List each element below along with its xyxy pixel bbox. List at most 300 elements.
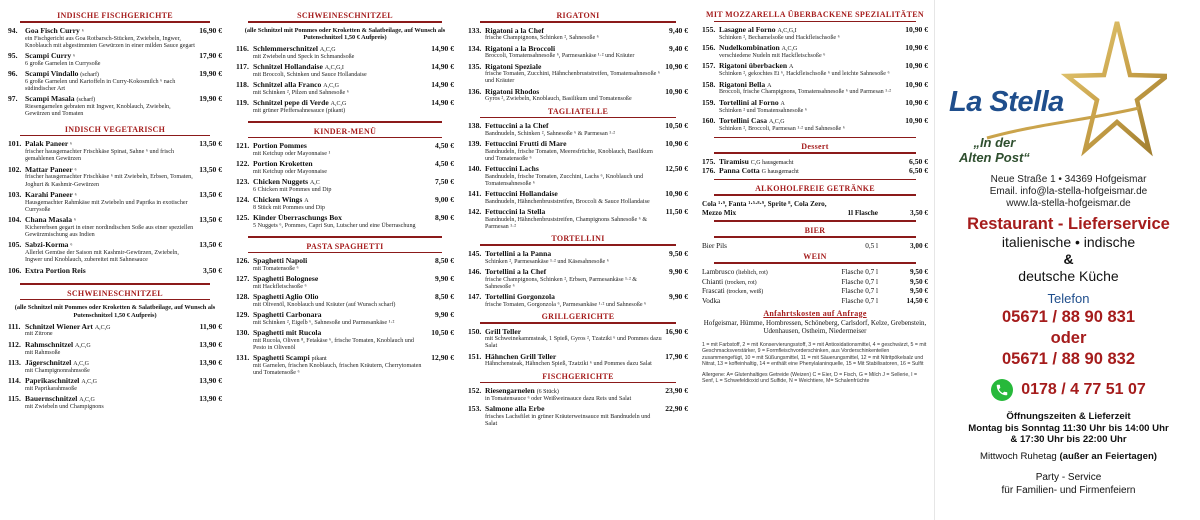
- item-price: 12,90 €: [431, 353, 454, 363]
- section-divider: [248, 121, 442, 123]
- item-tag: A: [780, 100, 785, 107]
- item-name: Portion Pommes: [253, 142, 307, 151]
- wine-name: Lambrusco (lieblich, rot): [702, 267, 768, 276]
- item-description: Schinken ², gekochtes Ei ⁶, Hackfleischsoße ⁶ und leichte Sahnesoße ⁶: [719, 71, 890, 78]
- item-name: Kinder Überraschungs Box: [253, 214, 342, 223]
- item-tag: A,C,G: [79, 396, 95, 403]
- item-number: 123.: [236, 177, 250, 187]
- item-description: Gyros ², Zwiebeln, Knoblauch, Basilikum und Tomatensoße: [485, 96, 632, 103]
- item-name: Salmone alla Erbe: [485, 405, 545, 414]
- item-price: 13,50 €: [199, 189, 222, 199]
- section-divider: [714, 194, 916, 196]
- item-number: 157.: [702, 61, 716, 71]
- item-tag: A,C,G: [768, 118, 785, 125]
- wine-quantity: Flasche 0,7 l: [841, 277, 878, 286]
- closing-day-note: (außer an Feiertagen): [1059, 450, 1157, 462]
- menu-item: [236, 178, 454, 187]
- menu-item: [702, 117, 928, 126]
- section-divider: [714, 152, 916, 154]
- section-divider: [248, 252, 442, 254]
- wine-price: 14,50 €: [906, 297, 928, 306]
- item-description: mit Schweinekammsteak, 1 Spieß, Gyros ², Tzatziki ⁶ und Pommes dazu Salat: [485, 336, 662, 350]
- wine-quantity: Flasche 0,7 l: [841, 267, 878, 276]
- section-divider: [480, 117, 676, 119]
- section-title: GRILLGERICHTE: [541, 311, 615, 321]
- section-title: Anfahrtskosten auf Anfrage: [763, 308, 867, 318]
- item-description: Schinken ², Broccoli, Parmesan ¹·² und Sahnesoße ⁶: [719, 125, 845, 132]
- menu-item: [468, 140, 688, 149]
- item-name: Fettuccini a la Chef: [485, 122, 549, 131]
- item-price: 10,90 €: [905, 115, 928, 125]
- item-list: [468, 27, 688, 104]
- section-title: PASTA SPAGHETTI: [306, 241, 384, 251]
- item-price: 13,50 €: [199, 240, 222, 250]
- wine-price: 9,50 €: [910, 277, 928, 286]
- item-price: 4,50 €: [435, 141, 454, 151]
- item-number: 141.: [468, 189, 482, 199]
- item-list: [236, 257, 454, 377]
- menu-item: [702, 158, 928, 167]
- item-description: Bandnudeln, frische Tomaten, Meeresfrüchte, Knoblauch, Basilikum und Tomatensoße ⁶: [485, 148, 653, 162]
- menu-item: [468, 250, 688, 259]
- item-description: Schinken ², Parmesankäse ¹·² und Käsesahnesoße ⁶: [485, 258, 609, 265]
- menu-item: [236, 257, 454, 266]
- item-name: Fettuccini Frutti di Mare: [485, 140, 567, 149]
- menu-item: [468, 122, 688, 131]
- menu-item: [236, 63, 454, 72]
- item-description: mit Broccoli, Schinken und Sauce Hollandaise: [253, 71, 367, 78]
- item-tag: ⁶: [81, 28, 84, 35]
- item-description: frischer hausgemachter Frischkäse Spinat, Sahne ⁶ und frisch gemahlenen Gewürzen: [25, 149, 175, 163]
- item-spacer: [8, 275, 222, 277]
- item-price: 12,50 €: [665, 164, 688, 174]
- item-price: 13,50 €: [199, 215, 222, 225]
- item-note: hausgemacht: [760, 159, 794, 166]
- section-divider: [480, 21, 676, 23]
- item-number: 105.: [8, 240, 22, 250]
- item-price: 4,50 €: [435, 159, 454, 169]
- hours-line: & 17:30 Uhr bis 22:00 Uhr: [1010, 434, 1127, 446]
- item-list: [468, 122, 688, 231]
- item-tag: A,C,G,I: [777, 28, 797, 35]
- item-name: Tortellini a la Chef: [485, 267, 547, 276]
- item-price: 13,90 €: [199, 393, 222, 403]
- section-divider: [714, 21, 916, 23]
- item-price: 16,90 €: [199, 25, 222, 35]
- item-price: 6,50 €: [909, 165, 928, 175]
- item-description: Bandnudeln, Hähnchenbruststreifen, Broccoli & Sauce Hollandaise: [485, 199, 650, 205]
- item-number: 97.: [8, 94, 18, 104]
- item-tag: A: [304, 198, 309, 205]
- item-description: mit Rucola, Oliven ⁸, Fetakäse ⁶, frische Tomaten, Knoblauch und Pesto in Olivenöl: [253, 337, 414, 351]
- item-price: 13,90 €: [199, 339, 222, 349]
- item-description: Hausgemachter Rahmkäse mit Zwiebeln und Paprika in exotischer Currysoße: [25, 199, 188, 213]
- email[interactable]: Email. info@la-stella-hofgeismar.de: [989, 186, 1148, 197]
- item-number: 130.: [236, 327, 250, 337]
- menu-item: [8, 140, 222, 149]
- item-description: mit Zitrone: [25, 331, 53, 338]
- item-description: Bandnudeln, frische Tomaten, Zucchini, Lachs ⁶, Knoblauch und Tomatensahnesoße ⁶: [485, 173, 644, 188]
- item-price: 11,50 €: [665, 207, 688, 217]
- item-name: Spaghetti Carbonara: [253, 311, 322, 320]
- item-number: 176.: [702, 165, 716, 175]
- item-name: Grill Teller: [485, 327, 522, 336]
- item-number: 112.: [8, 339, 21, 349]
- item-number: 121.: [236, 141, 250, 151]
- drink-row: [702, 209, 928, 217]
- item-price: 10,90 €: [905, 97, 928, 107]
- item-tag: pikant: [311, 356, 327, 363]
- drink-row: [702, 242, 928, 250]
- party-line: für Familien- und Firmenfeiern: [1001, 484, 1136, 496]
- item-list: [8, 323, 222, 411]
- menu-column-2: [228, 0, 460, 520]
- section-title: FISCHGERICHTE: [542, 371, 614, 381]
- item-note: hausgemacht: [765, 168, 799, 175]
- item-number: 147.: [468, 291, 482, 301]
- item-list: [702, 158, 928, 176]
- item-tag: A,C,G: [81, 378, 97, 385]
- address: Neue Straße 1 • 34369 Hofgeismar: [990, 174, 1147, 185]
- section-divider: [20, 21, 210, 23]
- slogan-line: Alten Post“: [959, 149, 1030, 165]
- item-number: 102.: [8, 164, 22, 174]
- item-price: 9,90 €: [435, 274, 454, 284]
- item-name: Karahi Paneer ⁶: [25, 190, 77, 199]
- item-price: 17,90 €: [199, 50, 222, 60]
- item-tag: ⁶: [73, 218, 77, 225]
- wine-price: 9,50 €: [910, 267, 928, 276]
- phone-label: Telefon: [1047, 291, 1090, 307]
- wine-note: (trocken, weiß): [726, 289, 764, 296]
- item-description: Bandnudeln, Hähnchenbruststreifen, Champignons Sahnesoße ⁶ & Parmesan ¹·²: [485, 216, 648, 231]
- item-description: Hähnchensteak, Hähnchen Spieß, Tzatziki ⁶ und Pommes dazu Salat: [485, 361, 652, 368]
- menu-item: [236, 196, 454, 205]
- item-price: 10,90 €: [905, 25, 928, 35]
- item-list: [468, 387, 688, 428]
- item-price: 3,50 €: [203, 265, 222, 275]
- item-name: Goa Fisch Curry ⁶: [25, 26, 84, 35]
- item-tag: A,C,G: [319, 46, 336, 53]
- item-name: Chicken Nuggets A,C: [253, 178, 320, 187]
- section-title: INDISCHE FISCHGERICHTE: [57, 11, 173, 20]
- opening-hours: [943, 411, 1194, 462]
- whatsapp-number[interactable]: 0178 / 4 77 51 07: [1021, 380, 1146, 398]
- wine-note: (lieblich, rot): [736, 269, 768, 276]
- item-number: 150.: [468, 326, 482, 336]
- section-divider: [480, 382, 676, 384]
- item-number: 115.: [8, 393, 21, 403]
- menu-column-3: [460, 0, 694, 520]
- item-price: 19,90 €: [199, 94, 222, 104]
- item-name: Scampi Curry ⁶: [25, 51, 76, 60]
- item-description: frisches Lachsfilet in grüner Kräuterweinsauce mit Bandnudeln und Salat: [485, 414, 651, 428]
- item-number: 103.: [8, 189, 22, 199]
- menu-item: [236, 293, 454, 302]
- item-name: Sabzi-Korma ⁶: [25, 241, 73, 250]
- party-service: [943, 472, 1194, 497]
- menu-item: [468, 88, 688, 97]
- logo-text: La Stella: [949, 86, 1064, 118]
- item-number: 117.: [236, 61, 249, 71]
- section-divider: [714, 236, 916, 238]
- item-name: Spaghetti Bolognese: [253, 275, 319, 284]
- menu-item: [468, 165, 688, 174]
- drink-quantity: 0,5 l: [865, 241, 878, 250]
- item-description: in Tomatensauce ⁶ oder Weißweinsauce dazu Reis und Salat: [485, 396, 632, 403]
- website[interactable]: www.la-stella-hofgeismar.de: [1006, 198, 1131, 209]
- item-name: Tortellini Casa A,C,G: [719, 116, 785, 125]
- item-name: Lasagne al Forno A,C,G,I: [719, 26, 797, 35]
- item-list: [8, 140, 222, 277]
- item-price: 9,90 €: [435, 310, 454, 320]
- item-number: 159.: [702, 97, 716, 107]
- item-description: mit Olivenöl, Knoblauch und Kräuter (auf Wunsch scharf): [253, 301, 396, 308]
- item-number: 95.: [8, 50, 18, 60]
- item-name: Tortellini Gorgonzola: [485, 292, 555, 301]
- item-number: 118.: [236, 79, 249, 89]
- item-tag: A,C,G: [330, 101, 347, 108]
- party-line: Party - Service: [1035, 472, 1102, 484]
- item-price: 10,50 €: [431, 327, 454, 337]
- cuisine-line: deutsche Küche: [1018, 267, 1119, 284]
- item-description: Broccoli, frische Champignons, Tomatensahnesoße ⁶ und Parmesan ¹·²: [719, 89, 891, 96]
- item-name: Palak Paneer ⁶: [25, 140, 73, 149]
- item-name: Schnitzel pepe di Verde A,C,G: [253, 99, 347, 108]
- item-description: ein Fischgericht aus Goa Rotbarsch-Stücken, Zwiebeln, Ingwer, Knoblauch mit abgestimmten Gewürzen in einer milden Sauce gegart: [25, 35, 195, 49]
- whatsapp-row: [943, 379, 1194, 401]
- menu-item: [8, 267, 222, 276]
- item-price: 14,90 €: [431, 98, 454, 108]
- section-title: TORTELLINI: [551, 234, 605, 244]
- menu-item: [8, 27, 222, 36]
- item-number: 116.: [236, 43, 249, 53]
- phone-number-1[interactable]: 05671 / 88 90 831: [1001, 308, 1136, 327]
- item-number: 96.: [8, 69, 18, 79]
- wine-row: [702, 278, 928, 287]
- item-price: 9,40 €: [669, 25, 688, 35]
- phone-or: oder: [1050, 328, 1087, 347]
- item-price: 17,90 €: [665, 351, 688, 361]
- item-price: 16,90 €: [665, 326, 688, 336]
- item-price: 10,90 €: [665, 189, 688, 199]
- wine-name: Chianti (trocken, rot): [702, 277, 757, 286]
- menu-item: [236, 311, 454, 320]
- item-name: Rigatoni Speziale: [485, 62, 542, 71]
- section-divider: [20, 283, 210, 285]
- item-number: 134.: [468, 43, 482, 53]
- item-tag: A,C,G: [323, 82, 339, 89]
- item-number: 124.: [236, 195, 250, 205]
- item-list: [236, 45, 454, 115]
- item-name: Jägerschnitzel A,C,G: [25, 358, 89, 367]
- item-description: mit Hackfleischsoße ⁶: [253, 283, 307, 290]
- item-name: Chana Masala ⁶: [25, 216, 77, 225]
- drink-quantity: 1l Flasche: [847, 209, 878, 218]
- item-list: [8, 27, 222, 119]
- item-number: 142.: [468, 207, 482, 217]
- item-price: 8,50 €: [435, 256, 454, 266]
- item-number: 122.: [236, 159, 250, 169]
- item-price: 14,90 €: [431, 61, 454, 71]
- item-price: 10,90 €: [905, 61, 928, 71]
- item-number: 139.: [468, 139, 482, 149]
- item-price: 9,50 €: [669, 248, 688, 258]
- menu-item: [8, 216, 222, 225]
- menu-column-4: [694, 0, 934, 520]
- item-description: mit Zwiebeln und Speck in Schmandsoße: [253, 53, 355, 60]
- item-price: 23,90 €: [665, 386, 688, 396]
- menu-item: [8, 70, 222, 79]
- menu-item: [702, 99, 928, 108]
- item-number: 146.: [468, 266, 482, 276]
- section-title: BIER: [804, 225, 826, 235]
- item-tag: (scharf): [80, 72, 99, 79]
- item-tag: C,G: [750, 159, 761, 166]
- item-description: mit Champignonrahmsoße: [25, 367, 90, 374]
- menu-item: [8, 323, 222, 332]
- item-price: 9,00 €: [435, 195, 454, 205]
- item-name: Schnitzel alla Franco A,C,G: [253, 80, 339, 89]
- info-panel: [934, 0, 1200, 520]
- item-number: 111.: [8, 321, 21, 331]
- item-number: 129.: [236, 310, 250, 320]
- item-description: Broccoli, Tomatensahnesoße ⁶, Parmesankäse ¹·² und Kräuter: [485, 53, 635, 60]
- wine-list: [702, 268, 928, 306]
- item-number: 113.: [8, 357, 21, 367]
- menu-item: [8, 241, 222, 250]
- item-name: Portion Kroketten: [253, 160, 313, 169]
- item-description: mit Schinken ², Eigelb ⁶, Sahnesoße und Parmesankäse ¹·²: [253, 319, 395, 326]
- cuisine-line: &: [1063, 250, 1074, 267]
- item-name: Nudelkombination A,C,G: [719, 44, 798, 53]
- item-name: Riesengarnelen (6 Stück): [485, 387, 559, 396]
- menu-item: [8, 341, 222, 350]
- item-price: 7,50 €: [435, 177, 454, 187]
- section-title: INDISCH VEGETARISCH: [64, 124, 166, 134]
- item-price: 8,90 €: [435, 213, 454, 223]
- menu-item: [236, 81, 454, 90]
- menu-item: [8, 52, 222, 61]
- item-description: mit Paprikarahmsoße: [25, 385, 77, 392]
- item-number: 104.: [8, 215, 22, 225]
- section-title: Dessert: [801, 142, 829, 152]
- phone-number-2[interactable]: 05671 / 88 90 832: [1001, 349, 1136, 368]
- item-price: 22,90 €: [665, 404, 688, 414]
- hours-line: Montag bis Sonntag 11:30 Uhr bis 14:00 Uhr: [968, 422, 1169, 434]
- item-number: 126.: [236, 256, 250, 266]
- item-price: 10,50 €: [665, 121, 688, 131]
- section-subtitle: (alle Schnitzel mit Pommes oder Kroketten & Salatbeilage, auf Wunsch als Putenschnitzel 1,50 € Aufpreis): [14, 304, 216, 320]
- drink-name: Mezzo Mix: [702, 209, 737, 218]
- item-tag: A,C,G: [781, 46, 798, 53]
- item-tag: A,C,G: [94, 324, 111, 331]
- item-price: 10,90 €: [905, 43, 928, 53]
- item-description: mit grüner Pfeffersahnesauce (pikant): [253, 107, 346, 114]
- wine-row: [702, 297, 928, 305]
- section-title: RIGATONI: [556, 11, 600, 20]
- menu-item: [702, 26, 928, 35]
- item-number: 128.: [236, 292, 250, 302]
- item-tag: A,C,G: [75, 342, 91, 349]
- slogan-line: „In der: [973, 135, 1016, 150]
- item-tag: A: [789, 64, 794, 71]
- section-divider: [248, 236, 442, 238]
- item-description: 6 große Garnelen und Kartoffeln in Curry-Kokosmilch ⁶ nach südindischer Art: [25, 78, 176, 93]
- item-name: Chicken Wings A: [253, 196, 309, 205]
- wine-quantity: Flasche 0,7 l: [841, 297, 878, 306]
- item-name: Rigatoni Bella A: [719, 80, 772, 89]
- item-price: 10,90 €: [665, 61, 688, 71]
- item-description: mit Garnelen, frischen Knoblauch, frischen Kräutern, Cherrytomaten und Tomatensoße ⁶: [253, 362, 422, 377]
- logo-slogan: [959, 136, 1030, 166]
- item-price: 8,50 €: [435, 292, 454, 302]
- item-number: 106.: [8, 265, 22, 275]
- menu-item: [468, 208, 688, 217]
- item-price: 13,90 €: [199, 357, 222, 367]
- item-name: Spaghetti Aglio Olio: [253, 293, 319, 302]
- item-description: mit Ketchup oder Mayonnaise: [253, 168, 327, 175]
- item-name: Fettuccini Hollandaise: [485, 190, 558, 199]
- item-number: 101.: [8, 139, 22, 149]
- item-description: Kichererbsen gegart in einer nordindischen Soße aus einer speziellen Gewürzmischung aus Indien: [25, 224, 194, 239]
- section-divider: [20, 135, 210, 137]
- drink-list: Cola ¹·⁹, Fanta ¹·⁵·⁸·⁹, Sprite ⁸, Cola Zero,: [702, 199, 827, 208]
- menu-item: [468, 63, 688, 72]
- section-title: TAGLIATELLE: [547, 106, 609, 116]
- item-description: Bandnudeln, Schinken ², Sahnesoße ⁶ & Parmesan ¹·²: [485, 130, 615, 137]
- item-name: Tortellini al Forno A: [719, 98, 785, 107]
- section-title: SCHWEINESCHNITZEL: [297, 11, 393, 20]
- item-name: Extra Portion Reis: [25, 266, 86, 275]
- menu-item: [236, 275, 454, 284]
- wine-name: Frascati (trocken, weiß): [702, 287, 764, 296]
- item-number: 119.: [236, 98, 249, 108]
- item-description: mit Ketchup oder Mayonnaise ¹: [253, 151, 331, 157]
- item-description: frischer hausgemachter Frischkäse ⁶ mit Zwiebeln, Erbsen, Tomaten, Joghurt & Kashmir-Gewürzen: [25, 174, 193, 188]
- wine-name: Vodka: [702, 297, 721, 306]
- item-description: verschiedene Nudeln mit Hackfleischsoße ⁶: [719, 53, 826, 60]
- drink-name: Bier Pils: [702, 241, 727, 250]
- item-number: 151.: [468, 351, 482, 361]
- item-name: Scampi Masala (scharf): [25, 95, 96, 104]
- wine-row: [702, 287, 928, 296]
- contact-block: [943, 174, 1194, 210]
- menu-item: [702, 62, 928, 71]
- item-tag: ⁶: [74, 192, 77, 199]
- item-price: 13,50 €: [199, 139, 222, 149]
- menu-item: [8, 95, 222, 104]
- item-number: 153.: [468, 404, 482, 414]
- item-number: 135.: [468, 61, 482, 71]
- item-price: 14,90 €: [431, 79, 454, 89]
- item-number: 158.: [702, 79, 716, 89]
- menu-column-1: [0, 0, 228, 520]
- item-price: 13,90 €: [199, 375, 222, 385]
- menu-item: [236, 329, 454, 338]
- wine-quantity: Flasche 0,7 l: [841, 287, 878, 296]
- item-description: frische Tomaten, Gorgonzola ⁶, Parmesankäse ¹·² und Sahnesoße ⁶: [485, 301, 647, 308]
- additives-legend: 1 = mit Farbstoff, 2 = mit Konservierungsstoff, 3 = mit Antioxidationsmittel, 4 = geschwärzt, 5 = mit Geschmacksverstärker, 9 = Formfleischvorderschinken, aus Vorderschinkenteilen zusammengefügt, 10 = mit Süßungsmittel, 11 = mit Säuerungsmittel, 12 = mit Nitritpökelsalz und Nitrat, 13 = koffeinhaltig, 14 = enthält eine Phenylalaninquelle, 15 = Mit Stabilisatoren, 16 = Sulfit: [702, 341, 927, 368]
- item-name: Rahmschnitzel A,C,G: [25, 340, 91, 349]
- item-description: frische Champignons, Schinken ², Erbsen, Parmesankäse ¹·² & Sahnesoße ⁶: [485, 276, 638, 290]
- item-tag: A,C: [309, 180, 320, 187]
- item-description: 6 Chicken mit Pommes und Dip: [253, 186, 332, 193]
- item-name: Schnitzel Hollandaise A,C,G,I: [253, 62, 344, 71]
- item-name: Rigatoni a la Broccoli: [485, 44, 556, 53]
- whatsapp-icon: [991, 379, 1013, 401]
- menu-item: [236, 45, 454, 54]
